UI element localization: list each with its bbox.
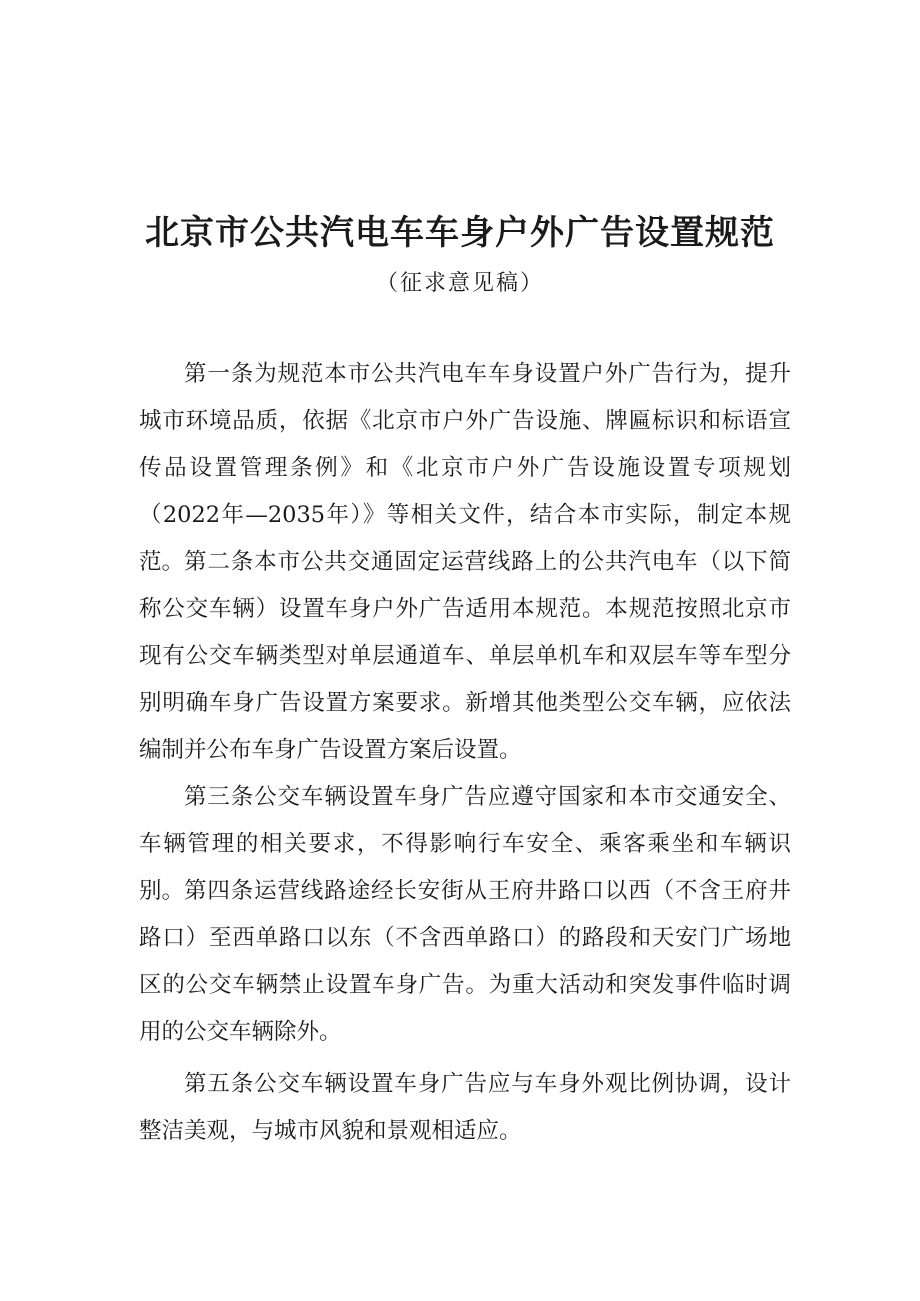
article-4-paragraph: 第四条运营线路途经长安街从王府井路口以西（不含王府井路口）至西单路口以东（不含西单路口）的路段和天安门广场地区的公交车辆禁止设置车身广告。为重大活动和突发事件临时调用的公交车辆除外。 [139,878,791,1045]
article-2-paragraph: 第二条本市公共交通固定运营线路上的公共汽电车（以下简称公交车辆）设置车身户外广告适用本规范。本规范按照北京市现有公交车辆类型对单层通道车、单层单机车和双层车等车型分别明确车身广告设置方案要求。新增其他类型公交车辆，应依法编制并公布车身广告设置方案后设置。 [139,549,791,763]
article-5-paragraph: 第五条公交车辆设置车身广告应与车身外观比例协调，设计整洁美观，与城市风貌和景观相适应。 [139,1071,791,1144]
document-title: 北京市公共汽电车车身户外广告设置规范 [145,213,775,253]
article-1-paragraph: 第一条为规范本市公共汽电车车身设置户外广告行为，提升城市环境品质，依据《北京市户外广告设施、牌匾标识和标语宣传品设置管理条例》和《北京市户外广告设施设置专项规划（2022年—2035年）》等相关文件，结合本市实际，制定本规范。 [139,361,791,575]
article-3-paragraph: 第三条公交车辆设置车身广告应遵守国家和本市交通安全、车辆管理的相关要求，不得影响行车安全、乘客乘坐和车辆识别。 [139,784,791,904]
document-subtitle: （征求意见稿） [375,271,544,296]
